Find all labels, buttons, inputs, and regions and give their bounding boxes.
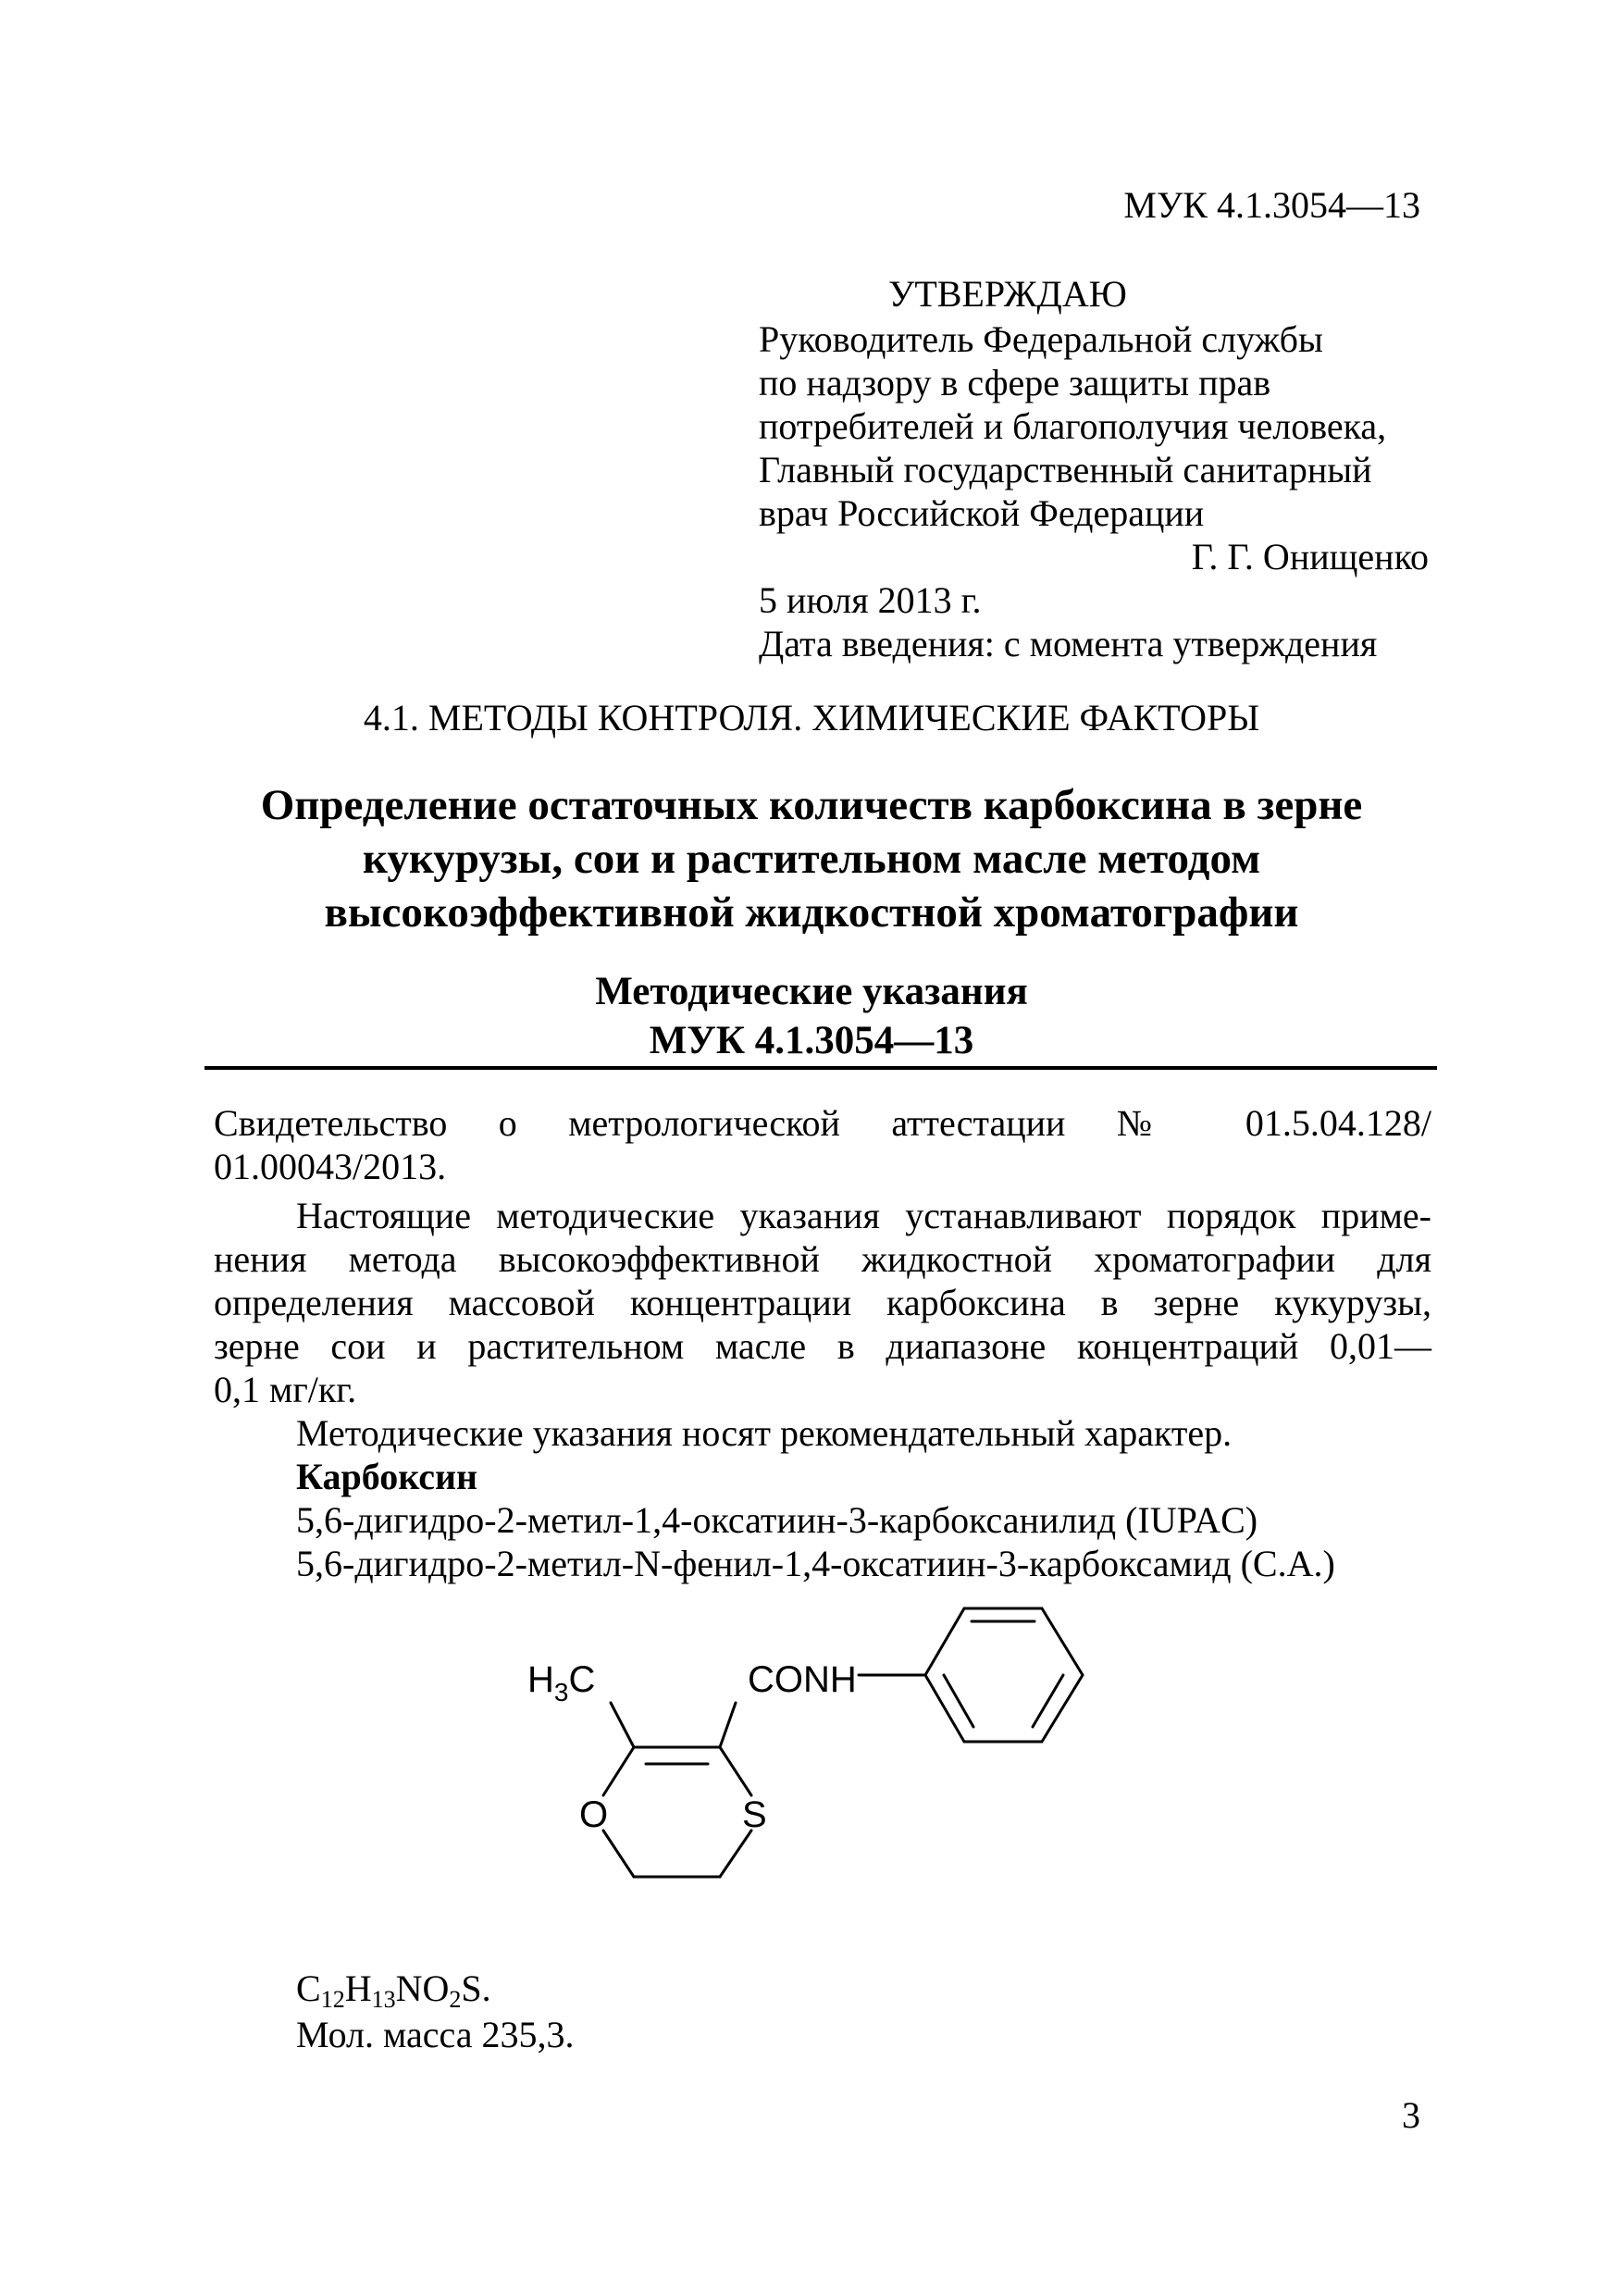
page-number: 3	[1402, 2094, 1420, 2136]
methyl-h: H	[527, 1659, 554, 1700]
methyl-bond	[611, 1703, 634, 1747]
purpose-paragraph-line: 0,1 мг/кг.	[214, 1369, 357, 1410]
amide-group-label: CONH	[748, 1659, 857, 1700]
methyl-group-label	[527, 1659, 595, 1706]
phenyl-double-bond	[1033, 1675, 1063, 1727]
purpose-paragraph-line: нения метода высокоэффективной жидкостной хроматографии для	[214, 1238, 1431, 1280]
document-code: МУК 4.1.3054—13	[1123, 184, 1420, 226]
phenyl-ring	[925, 1608, 1083, 1742]
oxygen-atom-label: O	[579, 1794, 609, 1835]
document-title-line: кукурузы, сои и растительном масле методом	[362, 835, 1261, 883]
purpose-paragraph-line: Настоящие методические указания устанавливают порядок приме-	[296, 1195, 1431, 1236]
iupac-name: 5,6-дигидро-2-метил-1,4-оксатиин-3-карбоксанилид (IUPAC)	[296, 1499, 1258, 1541]
guidelines-label: Методические указания	[595, 970, 1028, 1013]
header-divider	[204, 1066, 1437, 1070]
approval-line: потребителей и благополучия человека,	[759, 405, 1387, 447]
chemical-structure	[490, 1601, 1138, 1943]
approval-heading: УТВЕРЖДАЮ	[888, 273, 1127, 315]
ring-bond	[720, 1831, 751, 1877]
molar-mass: Мол. масса 235,3.	[296, 2014, 575, 2055]
approval-line: Главный государственный санитарный	[759, 449, 1372, 490]
approval-date: 5 июля 2013 г.	[759, 579, 982, 621]
phenyl-double-bond	[944, 1675, 973, 1727]
methyl-subscript: 3	[553, 1678, 569, 1706]
ring-bond	[603, 1747, 634, 1795]
ring-bond	[603, 1831, 634, 1877]
guidelines-code: МУК 4.1.3054—13	[649, 1019, 974, 1062]
approval-line: Руководитель Федеральной службы	[759, 318, 1323, 360]
sulfur-atom-label: S	[742, 1794, 767, 1835]
introduction-date: Дата введения: с момента утверждения	[759, 623, 1378, 664]
purpose-paragraph-line: определения массовой концентрации карбоксина в зерне кукурузы,	[214, 1282, 1431, 1323]
methyl-c: C	[568, 1659, 596, 1700]
document-title-line: высокоэффективной жидкостной хроматографии	[324, 888, 1299, 937]
ca-name: 5,6-дигидро-2-метил-N-фенил-1,4-оксатиин-3-карбоксамид (С.А.)	[296, 1543, 1335, 1584]
section-title: 4.1. МЕТОДЫ КОНТРОЛЯ. ХИМИЧЕСКИЕ ФАКТОРЫ	[363, 697, 1260, 738]
molecular-formula: $C_{12}H_{13}NO_2S$.	[296, 1967, 491, 2013]
substance-name: Карбоксин	[296, 1456, 478, 1497]
approver-name: Г. Г. Онищенко	[1191, 536, 1429, 577]
approval-line: врач Российской Федерации	[759, 492, 1205, 534]
approval-line: по надзору в сфере защиты прав	[759, 362, 1271, 403]
certificate-text: 01.00043/2013.	[214, 1146, 447, 1187]
document-title-line: Определение остаточных количеств карбоксина в зерне	[260, 781, 1363, 829]
amide-bond	[720, 1703, 736, 1747]
ring-bond	[720, 1747, 751, 1795]
recommendation-note: Методические указания носят рекомендательный характер.	[296, 1412, 1233, 1454]
certificate-text: Свидетельство о метрологической аттестации № 01.5.04.128/	[214, 1102, 1431, 1144]
purpose-paragraph-line: зерне сои и растительном масле в диапазоне концентраций 0,01—	[214, 1325, 1431, 1367]
